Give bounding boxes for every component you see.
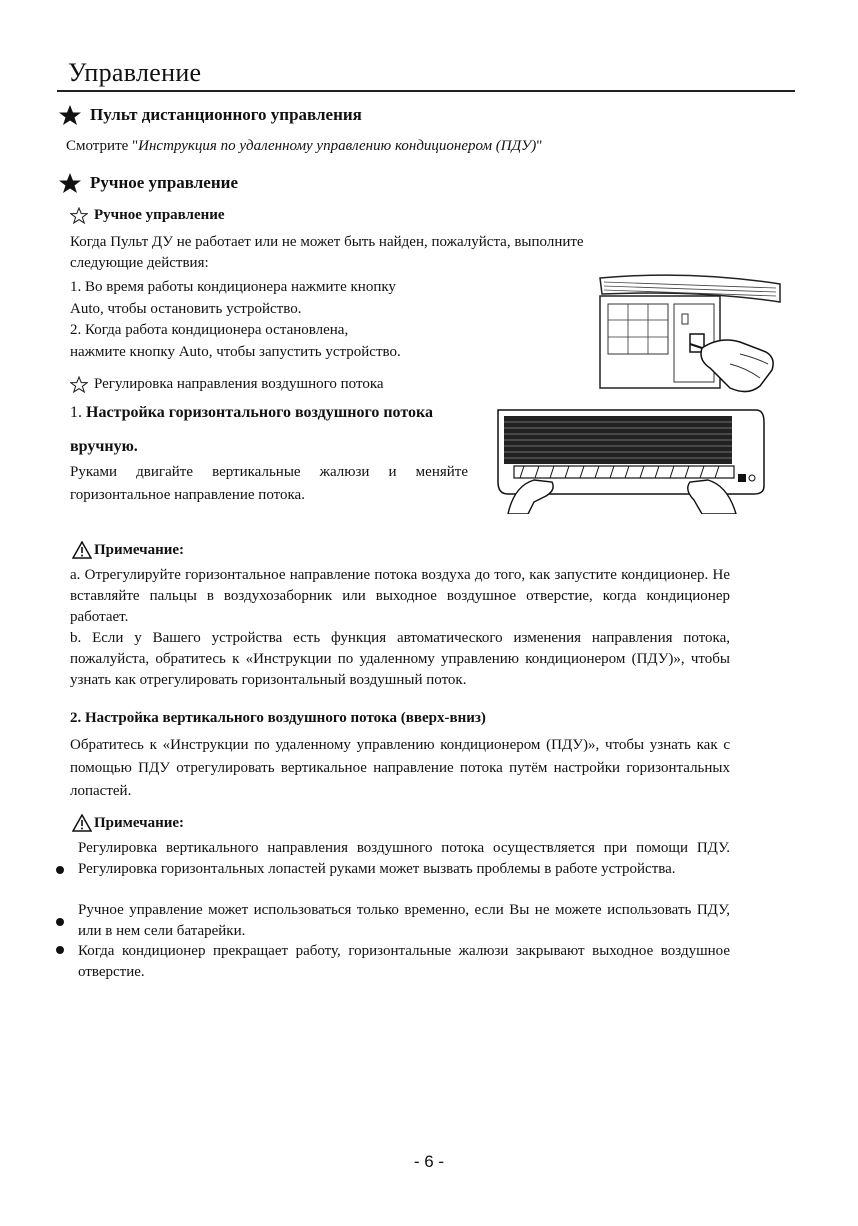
page-number: - 6 -: [413, 1152, 445, 1171]
star-outline-icon: [70, 376, 88, 393]
note2-title: [72, 814, 184, 832]
horizontal-number: 1.: [70, 404, 82, 421]
star-filled-icon: [58, 104, 82, 126]
note2-item: Регулировка вертикального направления воздушного потока осуществляется при помощи ПДУ. Регулировка горизонтальных лопастей руками может вызвать проблемы в работе устройства.: [78, 840, 730, 877]
note2-item: Когда кондиционер прекращает работу, горизонтальные жалюзи закрывают выходное воздушное отверстие.: [78, 943, 730, 980]
manual-heading-text: Ручное управление: [90, 173, 238, 192]
horizontal-title-text: Настройка горизонтального воздушного потока: [86, 404, 433, 421]
remote-heading-text: Пульт дистанционного управления: [90, 105, 362, 124]
page-title: Управление: [68, 58, 202, 87]
horizontal-text-line2: горизонтальное направление потока.: [70, 487, 305, 503]
manual-subheading: [70, 207, 225, 224]
remote-heading: [58, 104, 362, 126]
note2-item: Ручное управление может использоваться только временно, если Вы не можете использовать ПДУ, или в нем сели батарейки.: [78, 902, 730, 939]
note1-title: [72, 541, 184, 559]
bullet-icon: [56, 918, 64, 926]
note1-item-b: b. Если у Вашего устройства есть функция автоматического изменения направления потока, пожалуйста, обратитесь к «Инструкции по удаленному управлению кондиционером (ПДУ)», чтобы узнать как отрегулировать горизонтальный воздушный поток.: [70, 630, 730, 688]
note1-title-text: Примечание:: [94, 541, 185, 558]
note2-title-text: Примечание:: [94, 814, 185, 831]
bullet-icon: [56, 866, 64, 874]
vertical-title: 2. Настройка вертикального воздушного потока (вверх-вниз): [70, 710, 486, 726]
remote-reference: [66, 136, 542, 157]
horizontal-title-line2: вручную.: [70, 438, 138, 455]
manual-heading: [58, 172, 238, 194]
warning-triangle-icon: [72, 814, 92, 832]
manual-step-line: 2. Когда работа кондиционера остановлена,: [70, 322, 349, 338]
manual-intro-line2: следующие действия:: [70, 255, 209, 271]
horizontal-title-line1: [70, 404, 433, 422]
remote-text-prefix: Смотрите ": [66, 138, 139, 154]
star-filled-icon: [58, 172, 82, 194]
manual-step-line: Auto, чтобы остановить устройство.: [70, 301, 302, 317]
horizontal-text-line1: Руками двигайте вертикальные жалюзи и меняйте: [70, 464, 468, 480]
manual-step-line: нажмите кнопку Auto, чтобы запустить устройство.: [70, 344, 401, 360]
bullet-icon: [56, 946, 64, 954]
manual-step-line: 1. Во время работы кондиционера нажмите кнопку: [70, 279, 396, 295]
note1-item-a: a. Отрегулируйте горизонтальное направление потока воздуха до того, как запустите кондиционер. Не вставляйте пальцы в воздухозаборник или выходное воздушное отверстие, когда кондиционер работает.: [70, 567, 730, 625]
louver-adjust-illustration: [494, 402, 766, 514]
auto-button-illustration: [590, 268, 790, 398]
warning-triangle-icon: [72, 541, 92, 559]
airflow-subheading-text: Регулировка направления воздушного потока: [94, 376, 384, 392]
remote-text-suffix: ": [536, 138, 543, 154]
manual-intro-line1: Когда Пульт ДУ не работает или не может быть найден, пожалуйста, выполните: [70, 234, 584, 250]
star-outline-icon: [70, 207, 88, 224]
title-rule: [57, 90, 795, 92]
vertical-text: Обратитесь к «Инструкции по удаленному управлению кондиционером (ПДУ)», чтобы узнать как с помощью ПДУ отрегулировать вертикальное направление потока путём настройки горизонтальных лопастей.: [70, 737, 730, 799]
remote-text-italic: Инструкция по удаленному управлению кондиционером (ПДУ): [138, 138, 537, 154]
manual-subheading-text: Ручное управление: [94, 207, 225, 223]
airflow-subheading: [70, 374, 384, 395]
